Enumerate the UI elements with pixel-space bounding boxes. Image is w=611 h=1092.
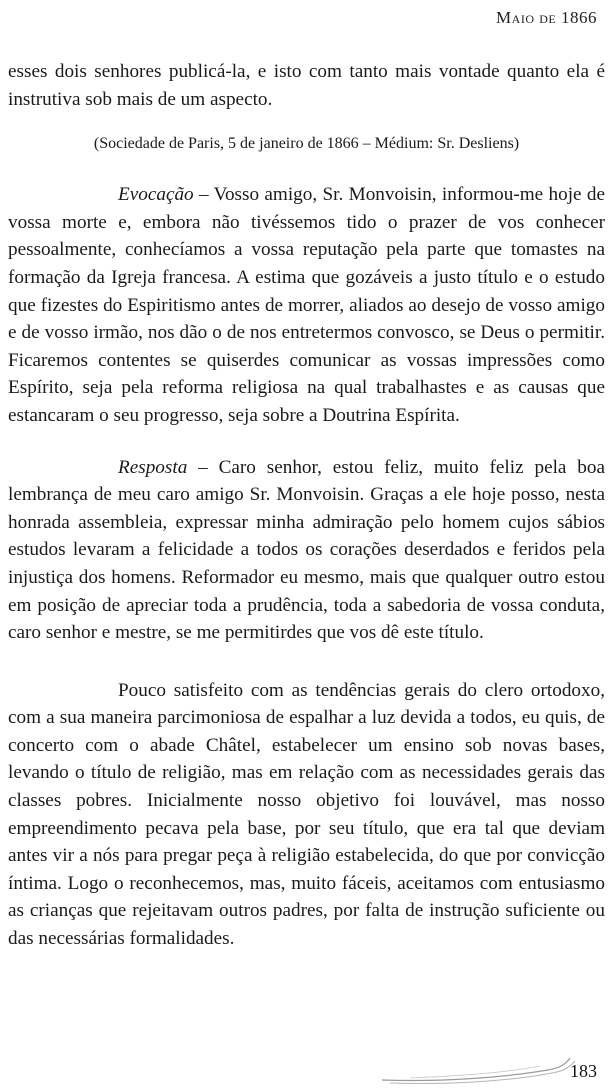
running-header: Maio de 1866 (496, 8, 597, 27)
response-label: Resposta (118, 456, 188, 478)
evocation-text: – Vosso amigo, Sr. Monvoisin, informou-me hoje de vossa morte e, embora não tivéssemos tido o prazer de vos conhecer pessoalmente, conhecíamos a vossa reputação pela parte que tomastes na formação da Igreja francesa. A estima que gozáveis a justo título e o estudo que fizestes do Espiritismo antes de morrer, aliados ao desejo de vosso amigo e de vosso irmão, nos dão o de nos entretermos convosco, se Deus o permitir. Ficaremos contentes se quiserdes comunicar as vossas impressões como Espírito, seja pela reforma religiosa na qual trabalhastes e as causas que estancaram o seu progresso, seja sobre a Doutrina Espírita. (8, 184, 605, 426)
page-body (8, 58, 605, 953)
evocation-label: Evocação (118, 184, 194, 206)
session-credit: (Sociedade de Paris, 5 de janeiro de 1866 – Médium: Sr. Desliens) (93, 135, 520, 153)
final-paragraph: Pouco satisfeito com as tendências gerais do clero ortodoxo, com a sua maneira parcimoniosa de espalhar a luz devida a todos, eu quis, de concerto com o abade Châtel, estabelecer um ensino sob novas bases, levando o título de religião, mas em relação com as necessidades gerais das classes pobres. Inicialmente nosso objetivo foi louvável, mas nosso empreendimento pecava pela base, por seu título, que era tal que deviam antes vir a nós para pregar peça à religião estabelecida, do que por convicção íntima. Logo o reconhecemos, mas, muito fáceis, aceitamos com entusiasmo as crianças que rejeitavam outros padres, por falta de instrução suficiente ou das necessárias formalidades. (8, 679, 605, 950)
response-paragraph (8, 454, 605, 647)
evocation-paragraph (8, 181, 605, 429)
page-number: 183 (570, 1061, 597, 1081)
intro-paragraph: esses dois senhores publicá-la, e isto com tanto mais vontade quanto ela é instrutiva sob mais de um aspecto. (8, 61, 605, 110)
response-text: – Caro senhor, estou feliz, muito feliz pela boa lembrança de meu caro amigo Sr. Monvoisin. Graças a ele hoje posso, nesta honrada assembleia, expressar minha admiração pelo homem cujos sábios estudos levaram a felicidade a todos os corações deserdados e feridos pela injustiça dos homens. Reformador eu mesmo, mais que qualquer outro estou em posição de apreciar toda a prudência, toda a sabedoria de vossa conduta, caro senhor e mestre, se me permitirdes que vos dê este título. (8, 456, 605, 644)
page-curl-ornament-icon (380, 1054, 580, 1086)
